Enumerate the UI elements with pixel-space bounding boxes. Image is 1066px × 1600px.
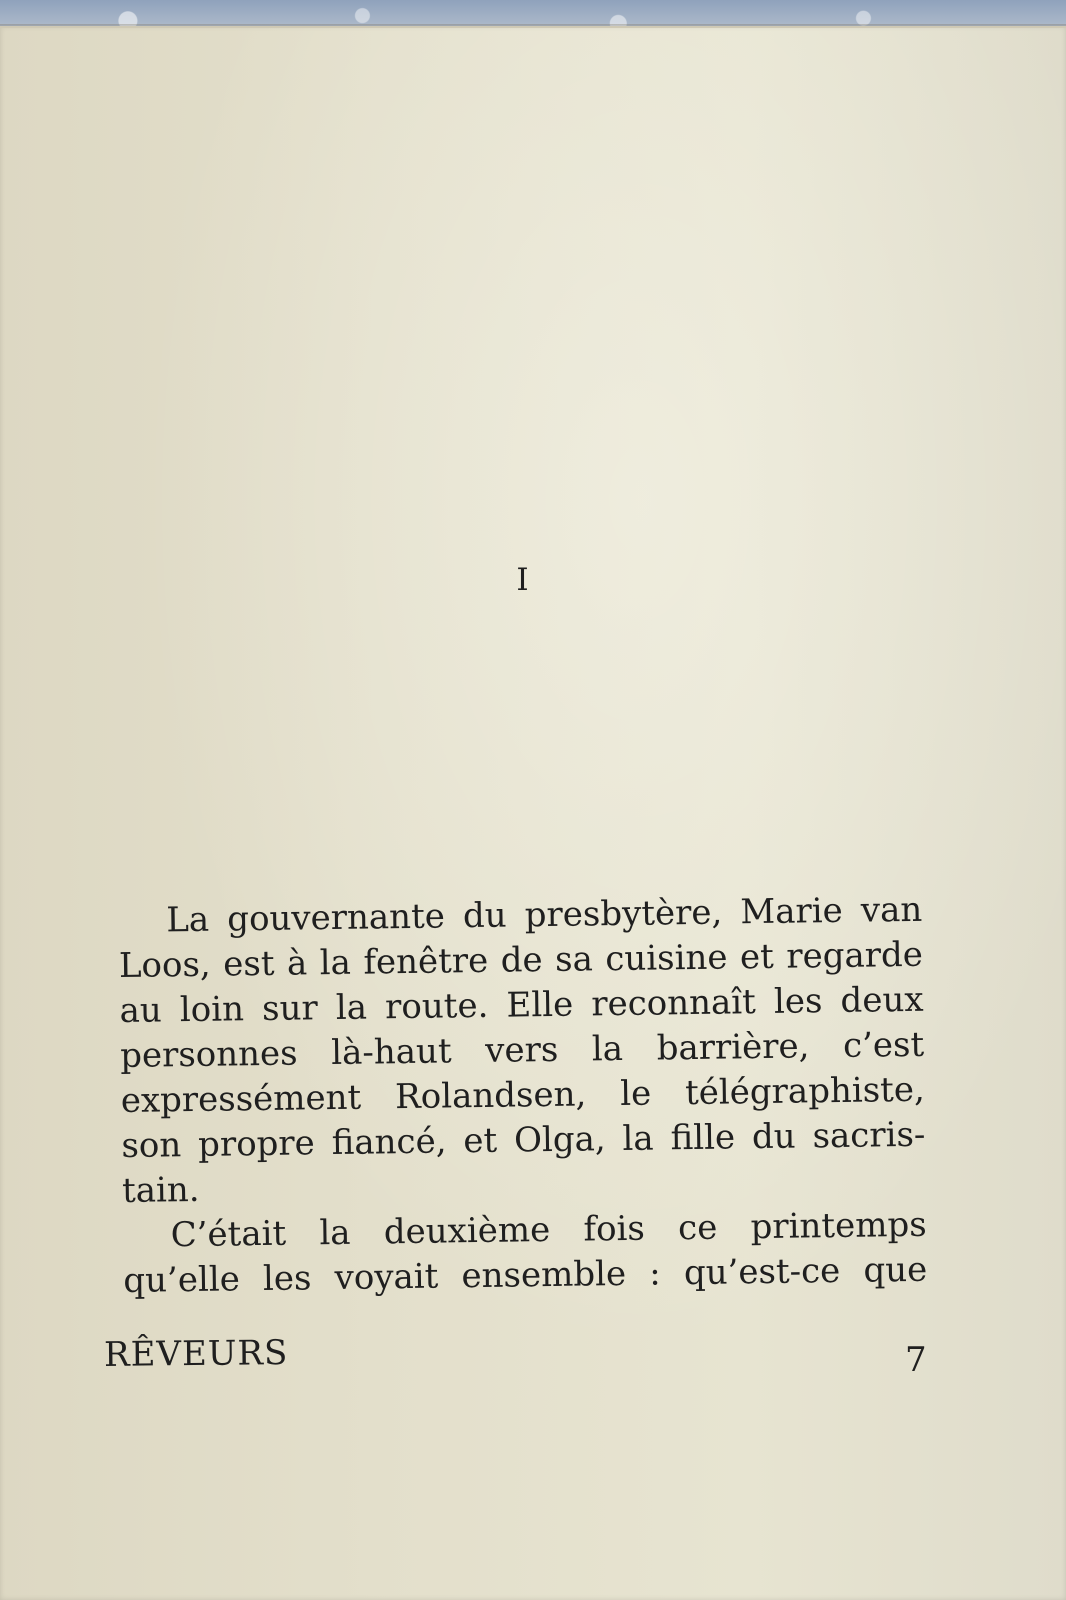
body-line-3: au loin sur la route. Elle reconnaît les deux xyxy=(119,979,924,1031)
body-line-7: tain. xyxy=(121,1169,200,1211)
running-title: RÊVEURS xyxy=(103,1333,289,1375)
chapter-number: I xyxy=(516,562,529,598)
body-line-5: expressément Rolandsen, le télégraphiste, xyxy=(120,1069,926,1121)
body-line-4: personnes là-haut vers la barrière, c’est xyxy=(119,1024,925,1076)
body-line-8: C’était la deuxième fois ce printemps xyxy=(170,1204,927,1256)
page-number: 7 xyxy=(905,1340,927,1380)
body-line-6: son propre fiancé, et Olga, la fille du sacris- xyxy=(121,1114,926,1166)
body-line-1: La gouvernante du presbytère, Marie van xyxy=(166,889,923,941)
body-line-2: Loos, est à la fenêtre de sa cuisine et regarde xyxy=(118,934,924,986)
body-text xyxy=(118,888,928,1304)
book-page xyxy=(0,26,1066,1600)
body-line-9: qu’elle les voyait ensemble : qu’est-ce que xyxy=(123,1249,928,1301)
